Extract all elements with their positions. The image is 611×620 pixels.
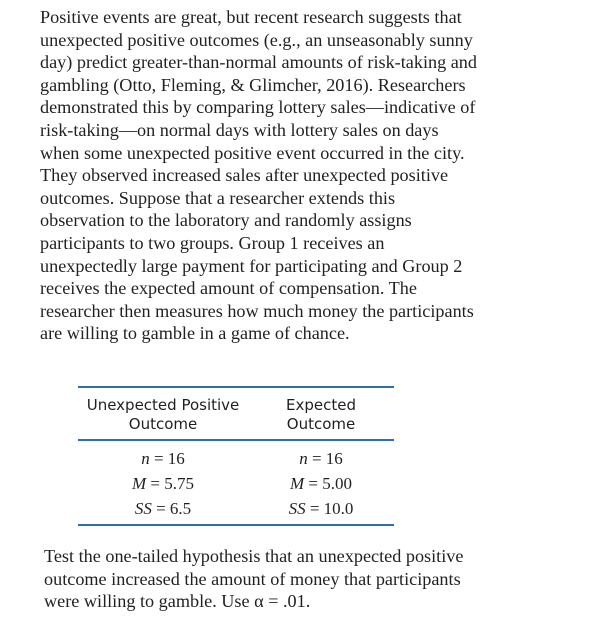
problem-12: [9, 6, 479, 345]
question-text: Test the one-tailed hypothesis that an unexpected positive outcome increased the amount of money that participants were willing to gamble. Use α = .01.: [44, 546, 464, 612]
header-expected-outcome: [248, 387, 394, 440]
unexpected-ss: SS = 6.5: [78, 496, 248, 525]
row-mean: [78, 471, 394, 496]
unexpected-mean: M = 5.75: [131, 474, 194, 493]
stat-symbol: n: [141, 449, 150, 468]
problem-text: Positive events are great, but recent research suggests that unexpected positive outcomes (e.g., an unseasonably sunny day) predict greater-than-normal amounts of risk-taking and gambling (Otto, Fleming, & Glimcher, 2016). Researchers demonstrated this by comparing lottery sales—indicative of risk-taking—on normal days with lottery sales on days when some unexpected positive event occurred in the city. They observed increased sales after unexpected positive outcomes. Suppose that a researcher extends this observation to the laboratory and randomly assigns participants to two groups. Group 1 receives an unexpectedly large payment for participating and Group 2 receives the expected amount of compensation. The researcher then measures how much money the participants are willing to gamble in a game of chance.: [40, 7, 477, 344]
statistics-table: [78, 386, 394, 526]
expected-mean: M = 5.00: [289, 474, 352, 493]
stat-symbol: SS: [288, 499, 306, 518]
row-sample-size: [78, 440, 394, 471]
header-line: Expected: [286, 396, 356, 414]
stat-symbol: M: [289, 474, 305, 493]
header-line: Outcome: [286, 415, 356, 433]
expected-n: n = 16: [299, 449, 343, 468]
stat-symbol: M: [131, 474, 147, 493]
problem-number: [9, 6, 40, 29]
stat-symbol: SS: [134, 499, 152, 518]
header-line: Outcome: [128, 415, 198, 433]
unexpected-n: n = 16: [141, 449, 185, 468]
row-sum-of-squares: [78, 496, 394, 525]
header-unexpected-positive-outcome: [78, 387, 248, 440]
stat-symbol: n: [299, 449, 308, 468]
expected-ss: SS = 10.0: [248, 496, 394, 525]
header-line: Unexpected Positive: [86, 396, 240, 414]
